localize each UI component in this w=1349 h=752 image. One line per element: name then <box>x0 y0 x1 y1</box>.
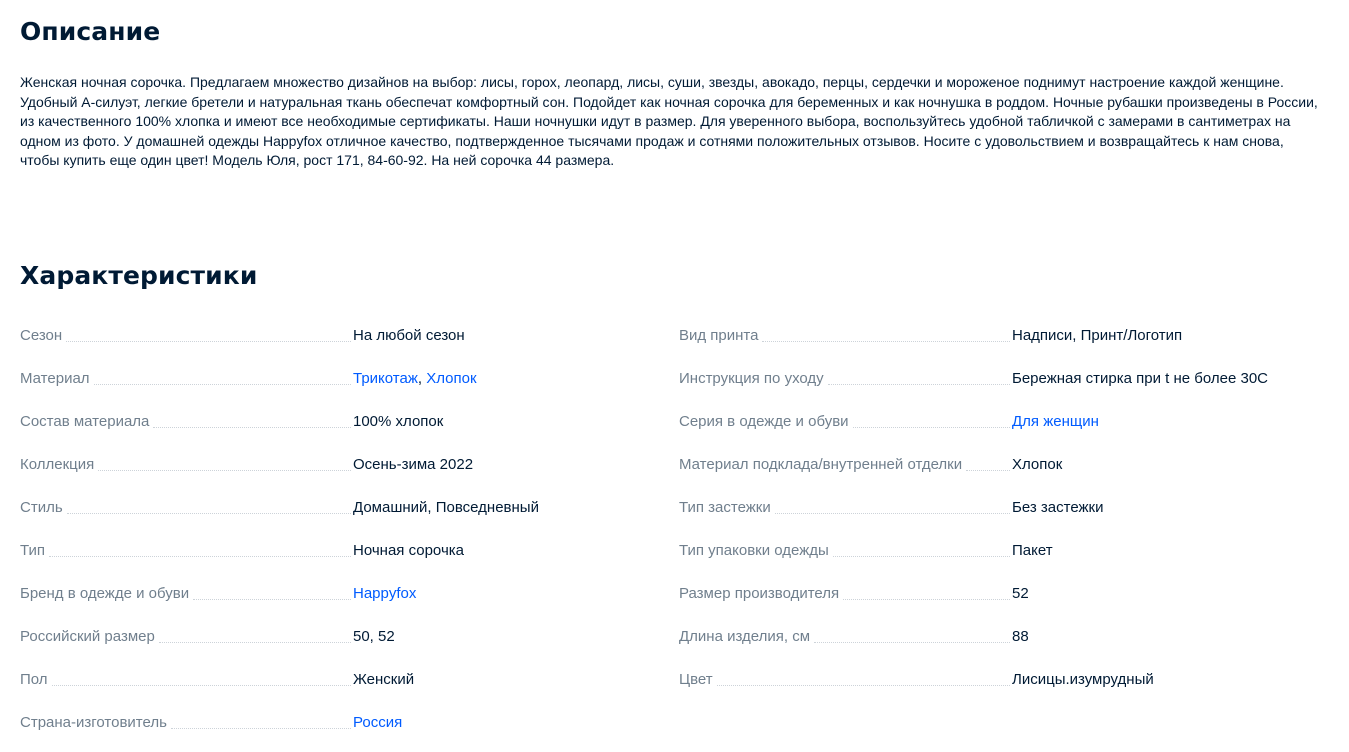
char-row-length <box>679 617 1340 660</box>
char-value: Пакет <box>1012 542 1053 559</box>
char-key: Вид принта <box>679 327 759 344</box>
char-row-manufacturer-size <box>679 574 1340 617</box>
characteristics-left-column <box>20 316 600 746</box>
char-value: Без застежки <box>1012 499 1104 516</box>
char-value: 100% хлопок <box>353 413 444 430</box>
char-key: Цвет <box>679 671 713 688</box>
char-value: Домашний, Повседневный <box>353 499 539 516</box>
dotted-leader <box>814 642 1010 643</box>
country-link[interactable]: Россия <box>353 714 403 731</box>
dotted-leader <box>828 384 1010 385</box>
char-value <box>353 359 477 389</box>
char-row-series <box>679 402 1340 445</box>
material-link-knitwear[interactable]: Трикотаж <box>353 370 418 387</box>
char-key: Материал подклада/внутренней отделки <box>679 456 963 473</box>
char-row-material <box>20 359 600 402</box>
char-row-gender <box>20 660 600 703</box>
char-key: Тип застежки <box>679 499 771 516</box>
dotted-leader <box>171 728 351 729</box>
char-row-lining <box>679 445 1340 488</box>
char-value: Надписи, Принт/Логотип <box>1012 327 1183 344</box>
char-key: Коллекция <box>20 456 95 473</box>
char-key: Сезон <box>20 327 63 344</box>
char-key: Тип упаковки одежды <box>679 542 829 559</box>
char-key: Материал <box>20 370 90 387</box>
dotted-leader <box>49 556 351 557</box>
value-separator: , <box>417 370 427 387</box>
char-key: Стиль <box>20 499 63 516</box>
description-text: Женская ночная сорочка. Предлагаем множество дизайнов на выбор: лисы, горох, леопард, лисы, суши, звезды, авокадо, перцы, сердечки и мороженое поднимут настроение каждой женщине. Удобный А-силуэт, легкие бретели и натуральная ткань обеспечат комфортный сон. Подойдет как ночная сорочка для беременных и как ночнушка в роддом. Ночные рубашки произведены в России, из качественного 100% хлопка и имеют все необходимые сертификаты. Наши ночнушки идут в размер. Для уверенного выбора, воспользуйтесь удобной табличкой с замерами в сантиметрах на одном из фото. У домашней одежды Happyfox отличное качество, подтвержденное тысячами продаж и сотнями положительных отзывов. Носите с удовольствием и возвращайтесь к нам снова, чтобы купить еще один цвет! Модель Юля, рост 171, 84-60-92. На ней сорочка 44 размера. <box>20 74 1318 169</box>
dotted-leader <box>94 384 351 385</box>
char-value: Лисицы.изумрудный <box>1012 671 1154 688</box>
char-key: Пол <box>20 671 48 688</box>
char-value: Женский <box>353 671 415 688</box>
char-key: Длина изделия, см <box>679 628 811 645</box>
brand-link[interactable]: Happyfox <box>353 585 417 602</box>
char-row-type <box>20 531 600 574</box>
char-value: Ночная сорочка <box>353 542 464 559</box>
series-link[interactable]: Для женщин <box>1012 413 1099 430</box>
char-row-season <box>20 316 600 359</box>
char-value: 50, 52 <box>353 628 395 645</box>
dotted-leader <box>193 599 351 600</box>
char-key: Размер производителя <box>679 585 840 602</box>
char-row-fastener <box>679 488 1340 531</box>
characteristics-heading: Характеристики <box>20 261 258 290</box>
dotted-leader <box>98 470 351 471</box>
dotted-leader <box>717 685 1010 686</box>
char-value <box>353 703 402 733</box>
char-row-composition <box>20 402 600 445</box>
char-row-country <box>20 703 600 746</box>
dotted-leader <box>843 599 1010 600</box>
char-key: Тип <box>20 542 46 559</box>
char-row-packaging <box>679 531 1340 574</box>
characteristics-right-column <box>679 316 1340 703</box>
char-value: На любой сезон <box>353 327 465 344</box>
char-key: Страна-изготовитель <box>20 714 167 731</box>
char-row-collection <box>20 445 600 488</box>
char-key: Бренд в одежде и обуви <box>20 585 190 602</box>
char-value: Хлопок <box>1012 456 1063 473</box>
material-link-cotton[interactable]: Хлопок <box>426 370 477 387</box>
char-value: 88 <box>1012 628 1029 645</box>
char-row-print-type <box>679 316 1340 359</box>
dotted-leader <box>159 642 351 643</box>
characteristics-table <box>20 316 1340 752</box>
dotted-leader <box>775 513 1010 514</box>
char-value: 52 <box>1012 585 1029 602</box>
char-value <box>1012 402 1099 432</box>
char-value <box>353 574 416 604</box>
description-heading: Описание <box>20 17 161 46</box>
dotted-leader <box>762 341 1010 342</box>
dotted-leader <box>833 556 1010 557</box>
dotted-leader <box>52 685 351 686</box>
dotted-leader <box>66 341 351 342</box>
dotted-leader <box>853 427 1010 428</box>
dotted-leader <box>67 513 351 514</box>
dotted-leader <box>153 427 351 428</box>
char-row-russian-size <box>20 617 600 660</box>
char-key: Инструкция по уходу <box>679 370 824 387</box>
char-row-color <box>679 660 1340 703</box>
char-key: Серия в одежде и обуви <box>679 413 849 430</box>
char-row-brand <box>20 574 600 617</box>
char-value: Бережная стирка при t не более 30С <box>1012 370 1269 387</box>
char-row-style <box>20 488 600 531</box>
dotted-leader <box>966 470 1010 471</box>
char-key: Российский размер <box>20 628 155 645</box>
char-row-care <box>679 359 1340 402</box>
char-key: Состав материала <box>20 413 150 430</box>
char-value: Осень-зима 2022 <box>353 456 474 473</box>
